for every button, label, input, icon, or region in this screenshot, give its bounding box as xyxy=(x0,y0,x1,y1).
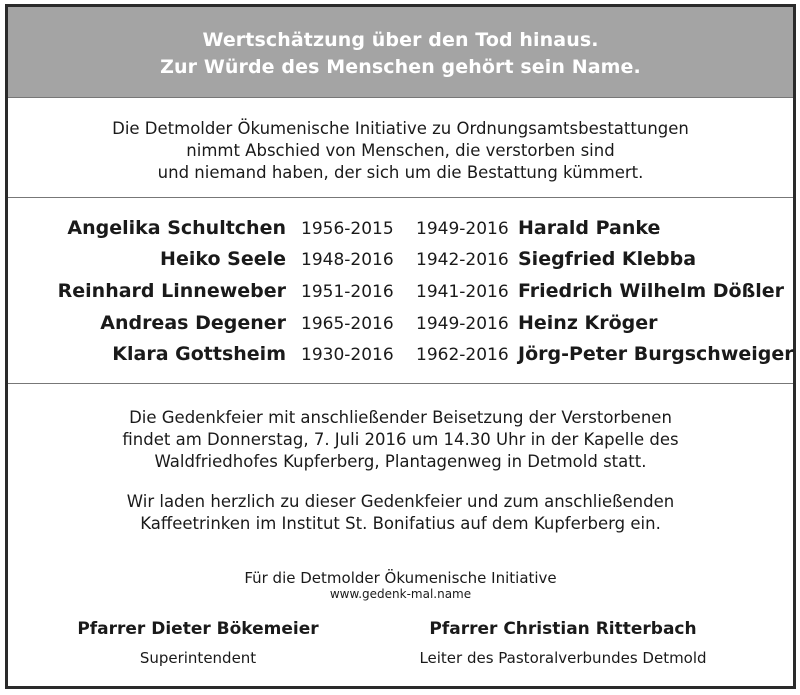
invite-line-1: Wir laden herzlich zu dieser Gedenkfeier und zum anschließenden xyxy=(126,492,675,511)
divider-bottom xyxy=(8,383,793,384)
deceased-row-1 xyxy=(8,217,793,245)
deceased-name: Friedrich Wilhelm Dößler xyxy=(518,280,784,302)
deceased-row-4 xyxy=(8,312,793,340)
intro-line-3: und niemand haben, der sich um die Bestattung kümmert. xyxy=(157,163,644,182)
header-banner xyxy=(8,7,793,98)
ceremony-line-1: Die Gedenkfeier mit anschließender Beisetzung der Verstorbenen xyxy=(129,408,672,427)
deceased-dates: 1930-2016 xyxy=(301,345,394,365)
deceased-dates: 1949-2016 xyxy=(416,219,509,239)
deceased-name: Siegfried Klebba xyxy=(518,248,697,270)
deceased-name: Harald Panke xyxy=(518,217,661,239)
intro-line-2: nimmt Abschied von Menschen, die verstorben sind xyxy=(186,141,615,160)
deceased-name: Angelika Schultchen xyxy=(67,217,286,239)
deceased-name: Klara Gottsheim xyxy=(112,343,286,365)
intro-line-1: Die Detmolder Ökumenische Initiative zu Ordnungsamtsbestattungen xyxy=(112,119,689,138)
header-line-1: Wertschätzung über den Tod hinaus. xyxy=(202,29,599,51)
deceased-dates: 1965-2016 xyxy=(301,314,394,334)
header-line-2: Zur Würde des Menschen gehört sein Name. xyxy=(160,56,641,78)
deceased-dates: 1941-2016 xyxy=(416,282,509,302)
ceremony-line-2: findet am Donnerstag, 7. Juli 2016 um 14.30 Uhr in der Kapelle des xyxy=(122,430,679,449)
deceased-dates: 1956-2015 xyxy=(301,219,394,239)
intro-text xyxy=(8,118,793,184)
deceased-row-5 xyxy=(8,343,793,371)
signatory-name-left: Pfarrer Dieter Bökemeier xyxy=(77,619,319,639)
deceased-dates: 1942-2016 xyxy=(416,250,509,270)
obituary-notice xyxy=(5,4,796,689)
initiative-line: Für die Detmolder Ökumenische Initiative xyxy=(244,569,557,587)
deceased-name: Andreas Degener xyxy=(100,312,286,334)
deceased-dates: 1951-2016 xyxy=(301,282,394,302)
deceased-dates: 1948-2016 xyxy=(301,250,394,270)
website-link: www.gedenk-mal.name xyxy=(329,587,472,601)
ceremony-line-3: Waldfriedhofes Kupferberg, Plantagenweg in Detmold statt. xyxy=(154,452,647,471)
invite-line-2: Kaffeetrinken im Institut St. Bonifatius auf dem Kupferberg ein. xyxy=(140,514,661,533)
divider-top xyxy=(8,197,793,198)
signatory-role-left: Superintendent xyxy=(139,649,257,667)
deceased-name: Reinhard Linneweber xyxy=(57,280,286,302)
deceased-dates: 1949-2016 xyxy=(416,314,509,334)
signatory-name-right: Pfarrer Christian Ritterbach xyxy=(429,619,697,639)
ceremony-text xyxy=(8,407,793,473)
invitation-text xyxy=(8,491,793,535)
deceased-name: Jörg-Peter Burgschweiger xyxy=(518,343,794,365)
signatory-role-right: Leiter des Pastoralverbundes Detmold xyxy=(419,649,707,667)
deceased-dates: 1962-2016 xyxy=(416,345,509,365)
deceased-name: Heiko Seele xyxy=(160,248,286,270)
deceased-row-3 xyxy=(8,280,793,308)
deceased-row-2 xyxy=(8,248,793,276)
deceased-name: Heinz Kröger xyxy=(518,312,658,334)
